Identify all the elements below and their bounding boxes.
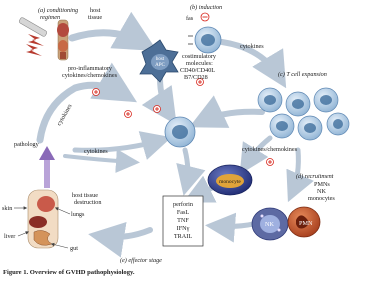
arrow-apc-to-tcell	[160, 78, 170, 115]
arrow-cytokines-mid	[65, 156, 132, 162]
costim-label-4: B7/CD28	[184, 74, 208, 81]
tcell	[258, 88, 282, 112]
pathology-arrow	[39, 146, 55, 188]
effector-item: FasL	[176, 209, 190, 216]
host-tissue-destruction-label-2: destruction	[74, 199, 102, 206]
liver-icon	[29, 216, 47, 228]
host-tissue-icon	[57, 20, 69, 60]
panel-d-label-4: monocytes	[308, 195, 335, 202]
host-apc-label-1: host	[155, 57, 165, 62]
cytokines-b-label: cytokines	[240, 43, 264, 50]
panel-d-label-3: NK	[317, 188, 326, 195]
effector-item: TNF	[177, 217, 189, 224]
tcell	[314, 88, 338, 112]
pmn-label: PMN	[299, 220, 313, 227]
pathology-label: pathology	[14, 141, 39, 148]
arrow-tcell-to-effector	[185, 150, 188, 186]
host-tissue-label-1: host	[90, 7, 101, 14]
tcell	[286, 92, 310, 116]
panel-d-label-1: (d) recruitment	[296, 173, 334, 180]
fas-label: fas	[186, 15, 194, 22]
cytokines-left-label: cytokines	[55, 102, 74, 127]
effector-item: IFNγ	[176, 225, 190, 232]
host-tissue-label-2: tissue	[88, 14, 103, 21]
induction-tcell	[188, 27, 221, 53]
lungs-label: lungs	[71, 211, 85, 218]
arrow-c-to-tcell	[200, 112, 262, 122]
liver-label: liver	[4, 233, 16, 240]
costim-label-3: CD40/CD40L	[180, 67, 216, 74]
host-tissue-destruction-label-1: host tissue	[72, 192, 98, 199]
skin-label: skin	[2, 205, 13, 212]
proinflammatory-label-1: pro-inflammatory	[68, 65, 112, 72]
organs-figure	[14, 190, 70, 248]
tcell	[270, 114, 294, 138]
lungs-icon	[37, 196, 55, 212]
nk-label: NK	[265, 221, 274, 228]
arrow-c-to-d	[292, 150, 298, 193]
panel-b-label: (b) induction	[190, 4, 223, 11]
panel-c-label: (c) T cell expansion	[278, 71, 327, 78]
tcell-expansion-cluster	[258, 88, 349, 140]
conditioning-regimen	[19, 17, 69, 60]
figure-caption: Figure 1. Overview of GVHD pathophysiology.	[3, 269, 135, 276]
panel-d-label-2: PMNs	[314, 181, 330, 188]
cytokines-chemokines-label: cytokines/chemokines	[242, 146, 297, 153]
panel-a-label-2: regimen	[40, 14, 61, 21]
effector-item: perforin	[173, 201, 193, 208]
cytokines-mid-label: cytokines	[84, 148, 108, 155]
arrow-a-to-apc	[72, 33, 145, 44]
host-apc-label-2: APC	[155, 63, 165, 68]
arrow-organs-loop-cytokines	[40, 85, 125, 140]
effector-item: TRAIL	[173, 233, 193, 240]
monocyte-label: monocyte	[219, 179, 241, 185]
effector-box	[163, 196, 203, 246]
costim-label-2: molecules:	[186, 60, 213, 67]
panel-e-label: (e) effector stage	[120, 257, 162, 264]
tcell	[327, 113, 349, 135]
radiation-bolts-icon	[26, 34, 44, 56]
arrow-effector-to-organs	[100, 230, 150, 237]
central-tcell	[165, 117, 195, 147]
gut-label: gut	[70, 245, 78, 252]
costim-label-1: costimulatory	[182, 53, 217, 60]
monocyte-cell	[208, 165, 252, 195]
tcell	[298, 116, 322, 140]
panel-a-label-1: (a) conditioning	[38, 7, 79, 14]
proinflammatory-label-2: cytokines/chemokines	[62, 72, 117, 79]
